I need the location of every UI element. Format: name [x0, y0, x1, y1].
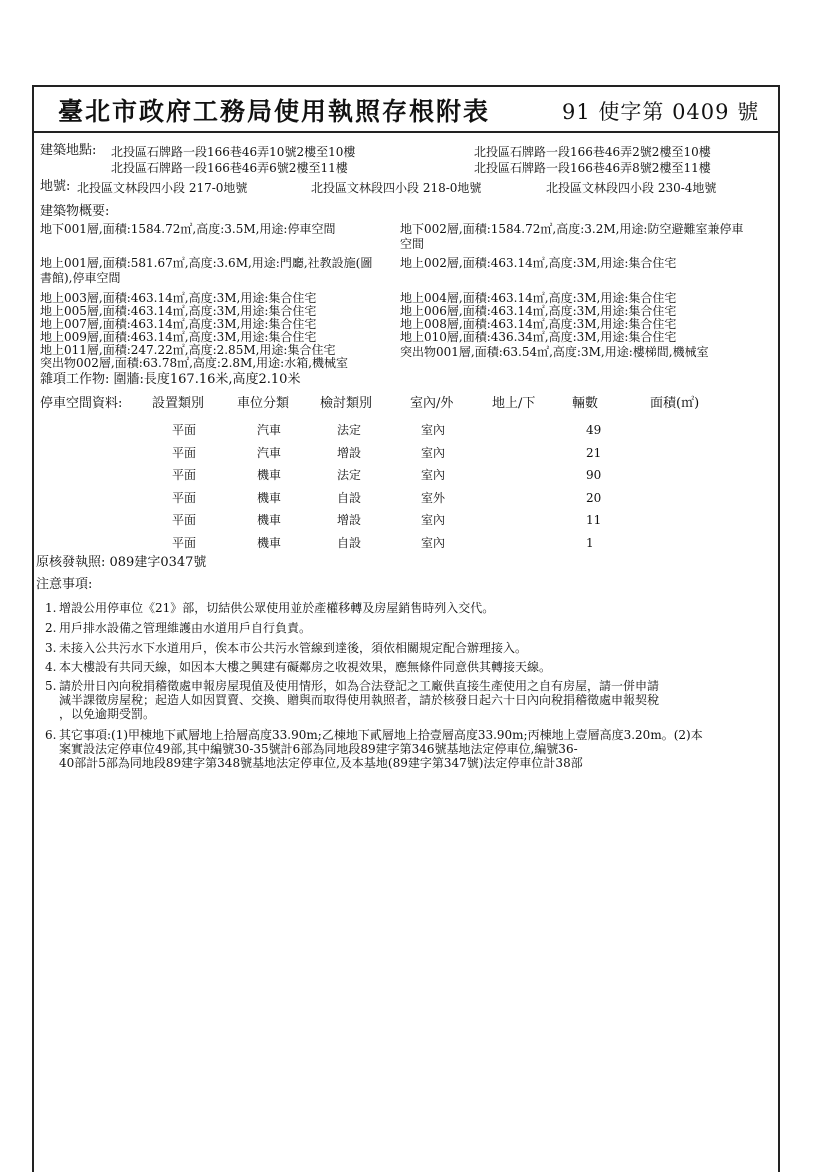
address-label: 建築地點: — [40, 143, 97, 158]
lot-number: 北投區文林段四小段 230-4地號 — [546, 181, 717, 195]
parking-cell: 增設 — [337, 445, 362, 460]
parking-cell: 室內 — [421, 445, 446, 460]
floor-row: 空間 — [400, 237, 425, 251]
parking-cell: 機車 — [257, 535, 282, 550]
overview-label: 建築物概要: — [40, 204, 110, 219]
floor-row: 地上004層,面積:463.14㎡,高度:3M,用途:集合住宅 — [400, 291, 677, 305]
notes-label: 注意事項: — [36, 577, 93, 592]
header-divider — [32, 131, 778, 133]
floor-row: 突出物002層,面積:63.78㎡,高度:2.8M,用途:水箱,機械室 — [40, 356, 349, 370]
permit-number: 91 使字第 0409 號 — [562, 100, 760, 124]
floor-row: 地上001層,面積:581.67㎡,高度:3.6M,用途:門廳,社教設施(圖 — [40, 256, 373, 270]
parking-header: 設置類別 — [152, 396, 205, 411]
note-number: 1. — [45, 601, 57, 615]
address-line: 北投區石牌路一段166巷46弄10號2樓至10樓 — [111, 145, 356, 159]
floor-row: 地上011層,面積:247.22㎡,高度:2.85M,用途:集合住宅 — [40, 343, 336, 357]
note-text: 其它事項:(1)甲棟地下貳層地上拾層高度33.90m;乙棟地下貳層地上拾壹層高度33.90m;丙棟地上壹層高度3.20m。(2)本 — [59, 728, 703, 742]
note-text: 請於卅日內向稅捐稽徵處申報房屋現值及使用情形，如為合法登記之工廠供直接生產使用之自有房屋，請一併申請 — [59, 679, 660, 693]
floor-row: 地上002層,面積:463.14㎡,高度:3M,用途:集合住宅 — [400, 256, 677, 270]
parking-cell: 平面 — [172, 423, 197, 437]
note-number: 4. — [45, 660, 57, 674]
parking-cell: 90 — [586, 468, 602, 482]
floor-row: 突出物001層,面積:63.54㎡,高度:3M,用途:樓梯間,機械室 — [400, 345, 709, 359]
parking-cell: 法定 — [337, 423, 362, 437]
floor-row: 書館),停車空間 — [40, 271, 121, 285]
note-number: 2. — [45, 621, 57, 635]
lot-number: 北投區文林段四小段 217-0地號 — [77, 181, 248, 195]
note-number: 3. — [45, 641, 57, 655]
parking-cell: 49 — [586, 423, 602, 437]
note-text: 用戶排水設備之管理維護由水道用戶自行負責。 — [59, 621, 312, 635]
parking-header: 面積(㎡) — [650, 396, 700, 411]
floor-row: 地下001層,面積:1584.72㎡,高度:3.5M,用途:停車空間 — [40, 222, 336, 236]
parking-cell: 11 — [586, 513, 602, 527]
original-permit: 原核發執照: 089建字0347號 — [36, 555, 207, 570]
parking-cell: 機車 — [257, 490, 282, 505]
parking-label: 停車空間資料: — [40, 396, 123, 411]
note-text: ，以免逾期受罰。 — [59, 707, 156, 721]
note-text: 增設公用停車位《21》部，切結供公眾使用並於產權移轉及房屋銷售時列入交代。 — [59, 601, 495, 615]
parking-cell: 21 — [586, 445, 602, 460]
parking-cell: 自設 — [337, 490, 362, 505]
floor-row: 地下002層,面積:1584.72㎡,高度:3.2M,用途:防空避難室兼停車 — [400, 222, 744, 236]
parking-cell: 室內 — [421, 513, 446, 527]
document-title: 臺北市政府工務局使用執照存根附表 — [58, 97, 491, 126]
parking-cell: 機車 — [257, 468, 282, 482]
parking-header: 室內/外 — [410, 396, 454, 411]
parking-cell: 平面 — [172, 513, 197, 527]
address-line: 北投區石牌路一段166巷46弄8號2樓至11樓 — [474, 161, 711, 175]
parking-cell: 20 — [586, 490, 602, 505]
parking-header: 地上/下 — [492, 396, 536, 411]
floor-row: 地上009層,面積:463.14㎡,高度:3M,用途:集合住宅 — [40, 330, 317, 344]
floor-row: 地上010層,面積:436.34㎡,高度:3M,用途:集合住宅 — [400, 330, 677, 344]
parking-cell: 增設 — [337, 513, 362, 527]
parking-cell: 1 — [586, 535, 594, 550]
parking-cell: 法定 — [337, 468, 362, 482]
note-text: 減半課徵房屋稅；起造人如因買賣、交換、贈與而取得使用執照者，請於核發日起六十日內向稅捐稽徵處申報契稅 — [59, 693, 660, 707]
lot-label: 地號: — [40, 179, 71, 194]
floor-row: 地上007層,面積:463.14㎡,高度:3M,用途:集合住宅 — [40, 317, 317, 331]
address-line: 北投區石牌路一段166巷46弄2號2樓至10樓 — [474, 145, 711, 159]
parking-cell: 平面 — [172, 490, 197, 505]
parking-cell: 汽車 — [257, 445, 282, 460]
parking-cell: 室內 — [421, 468, 446, 482]
note-text: 案實設法定停車位49部,其中編號30-35號計6部為同地段89建字第346號基地法定停車位,編號36- — [59, 742, 578, 756]
note-number: 6. — [45, 728, 57, 742]
parking-cell: 自設 — [337, 535, 362, 550]
parking-header: 輛數 — [572, 396, 599, 411]
floor-row: 地上003層,面積:463.14㎡,高度:3M,用途:集合住宅 — [40, 291, 317, 305]
parking-cell: 平面 — [172, 468, 197, 482]
parking-cell: 平面 — [172, 535, 197, 550]
note-text: 40部計5部為同地段89建字第348號基地法定停車位,及本基地(89建字第347號)法定停車位計38部 — [59, 756, 583, 770]
misc-works: 雜項工作物: 圍牆:長度167.16米,高度2.10米 — [40, 372, 301, 387]
note-text: 未接入公共污水下水道用戶，俟本市公共污水管線到達後，須依相關規定配合辦理接入。 — [59, 641, 528, 655]
parking-header: 車位分類 — [237, 396, 290, 411]
floor-row: 地上006層,面積:463.14㎡,高度:3M,用途:集合住宅 — [400, 304, 677, 318]
parking-header: 檢討類別 — [320, 396, 373, 411]
floor-row: 地上008層,面積:463.14㎡,高度:3M,用途:集合住宅 — [400, 317, 677, 331]
parking-cell: 平面 — [172, 445, 197, 460]
parking-cell: 室外 — [421, 490, 446, 505]
floor-row: 地上005層,面積:463.14㎡,高度:3M,用途:集合住宅 — [40, 304, 317, 318]
note-text: 本大樓設有共同天線，如因本大樓之興建有礙鄰房之收視效果，應無條件同意供其轉接天線。 — [59, 660, 552, 674]
address-line: 北投區石牌路一段166巷46弄6號2樓至11樓 — [111, 161, 348, 175]
parking-cell: 機車 — [257, 513, 282, 527]
lot-number: 北投區文林段四小段 218-0地號 — [311, 181, 482, 195]
note-number: 5. — [45, 679, 57, 693]
parking-cell: 室內 — [421, 423, 446, 437]
parking-cell: 汽車 — [257, 423, 282, 437]
parking-cell: 室內 — [421, 535, 446, 550]
